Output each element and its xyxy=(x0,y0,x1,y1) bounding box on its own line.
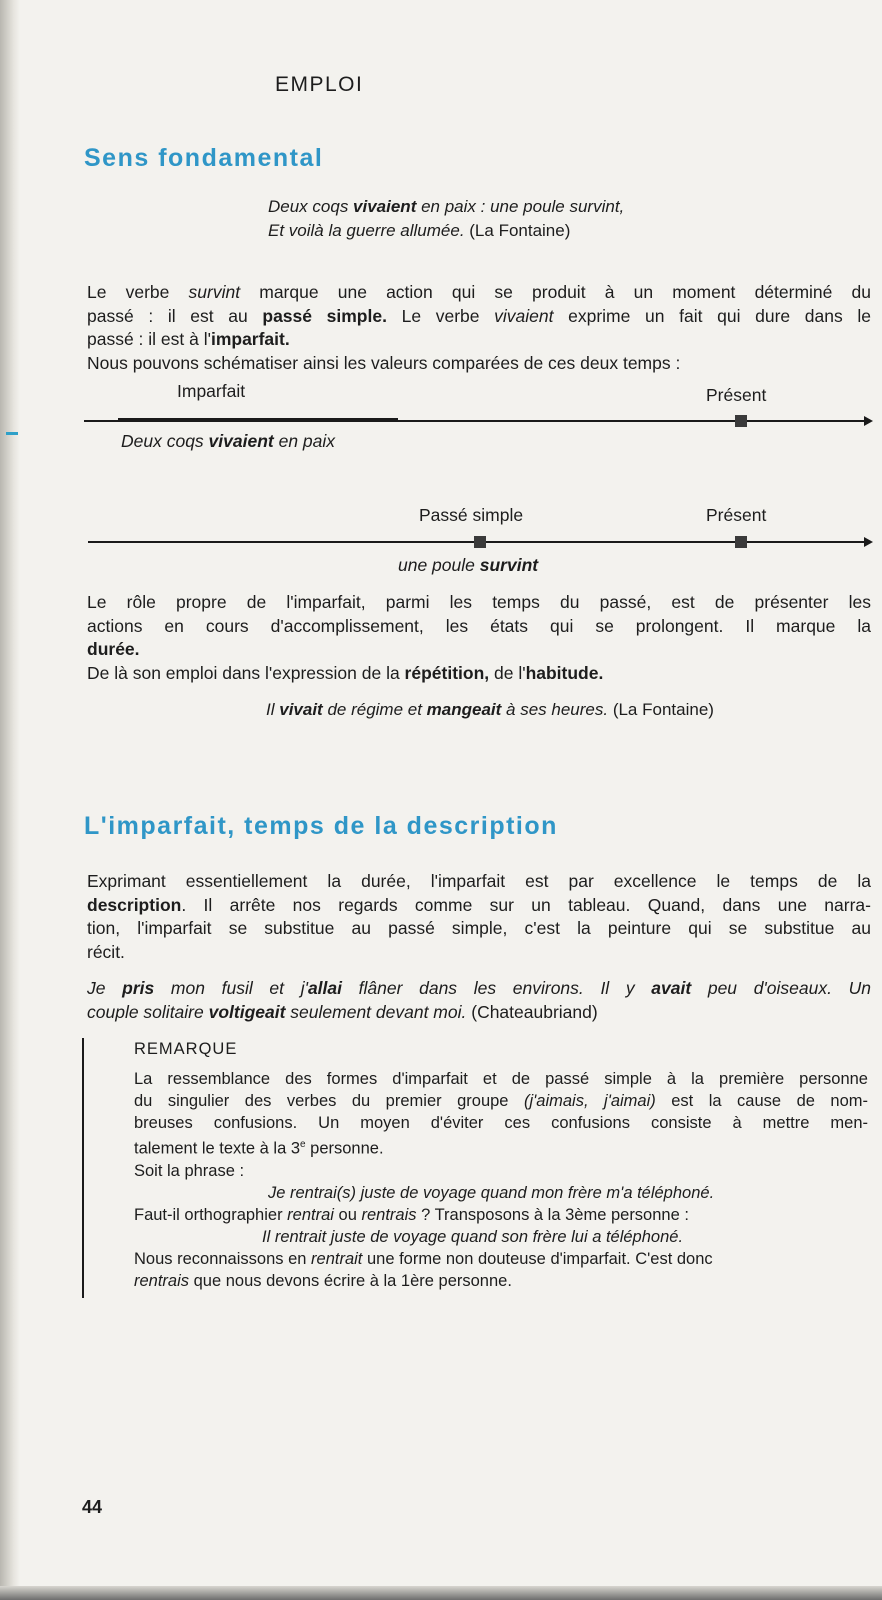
paragraph-description: Exprimant essentiellement la durée, l'imparfait est par excellence le temps de la description. Il arrête nos regards comme sur un tableau. Quand, dans une narra- tion, l'imparfait se substitue au passé simple, c'est la peinture qui se substitue au récit. xyxy=(87,871,871,962)
timeline2-label-passe-simple: Passé simple xyxy=(419,505,524,525)
timeline2-arrow xyxy=(864,537,873,547)
paragraph-duree: Le rôle propre de l'imparfait, parmi les temps du passé, est de présenter les actions en cours d'accomplissement, les états qui se prolongent. Il marque la durée. De là son emploi dans l'expression de la répétition, de l'habitude. xyxy=(87,592,871,683)
quote-la-fontaine-1: Deux coqs vivaient en paix : une poule survint, Et voilà la guerre allumée. (La Fontaine) xyxy=(268,197,625,240)
timeline2-passe-simple-marker xyxy=(474,536,486,548)
timeline1-label-present: Présent xyxy=(706,385,767,405)
remark-title: REMARQUE xyxy=(134,1040,238,1058)
timeline2-label-present: Présent xyxy=(706,505,767,525)
page-number: 44 xyxy=(82,1497,103,1517)
remark-example-2: Il rentrait juste de voyage quand son frère lui a téléphoné. xyxy=(262,1227,684,1246)
section-label: EMPLOI xyxy=(275,73,364,96)
timeline2-caption: une poule survint xyxy=(398,555,539,575)
timeline1-present-marker xyxy=(735,415,747,427)
paragraph-sens: Le verbe survint marque une action qui se produit à un moment déterminé du passé : il est au passé simple. Le verbe vivaient exprime un fait qui dure dans le passé : il est à l'imparfait. Nous pouvons schématiser ainsi les valeurs comparées de ces deux temps : xyxy=(87,282,871,373)
timeline1-caption: Deux coqs vivaient en paix xyxy=(121,431,336,451)
remark-body: La ressemblance des formes d'imparfait et de passé simple à la première personne du singulier des verbes du premier groupe (j'aimais, j'aimai) est la cause de nom- breuses confusions. Un moyen d'éviter ces confusions consiste à mettre men- talement le texte à la 3e personne. Soit la phrase : Je rentrai(s) juste de voyage quand mon frère m'a téléphoné. Faut-il orthographier rentrai ou rentrais ? Transposons à la 3ème personne : Il rentrait juste de voyage quand son frère lui a téléphoné. Nous reconnaissons en rentrait une forme non douteuse d'imparfait. C'est donc rentrais que nous devons écrire à la 1ère personne. xyxy=(134,1070,868,1290)
heading-sens-fondamental: Sens fondamental xyxy=(84,144,324,172)
timeline1-duration-segment xyxy=(118,418,398,421)
timeline2-present-marker xyxy=(735,536,747,548)
timeline1-arrow xyxy=(864,416,873,426)
quote-la-fontaine-2: Il vivait de régime et mangeait à ses heures. (La Fontaine) xyxy=(266,700,714,719)
page-bottom-edge xyxy=(0,1586,882,1600)
timeline1-label-imparfait: Imparfait xyxy=(177,381,246,401)
quote-chateaubriand: Je pris mon fusil et j'allai flâner dans les environs. Il y avait peu d'oiseaux. Un couple solitaire voltigeait seulement devant moi. (Chateaubriand) xyxy=(87,978,871,1022)
heading-imparfait-description: L'imparfait, temps de la description xyxy=(84,812,558,840)
margin-mark xyxy=(6,432,18,435)
remark-sidebar-line xyxy=(82,1038,84,1298)
remark-example-1: Je rentrai(s) juste de voyage quand mon frère m'a téléphoné. xyxy=(268,1183,715,1202)
page-edge xyxy=(0,0,20,1600)
